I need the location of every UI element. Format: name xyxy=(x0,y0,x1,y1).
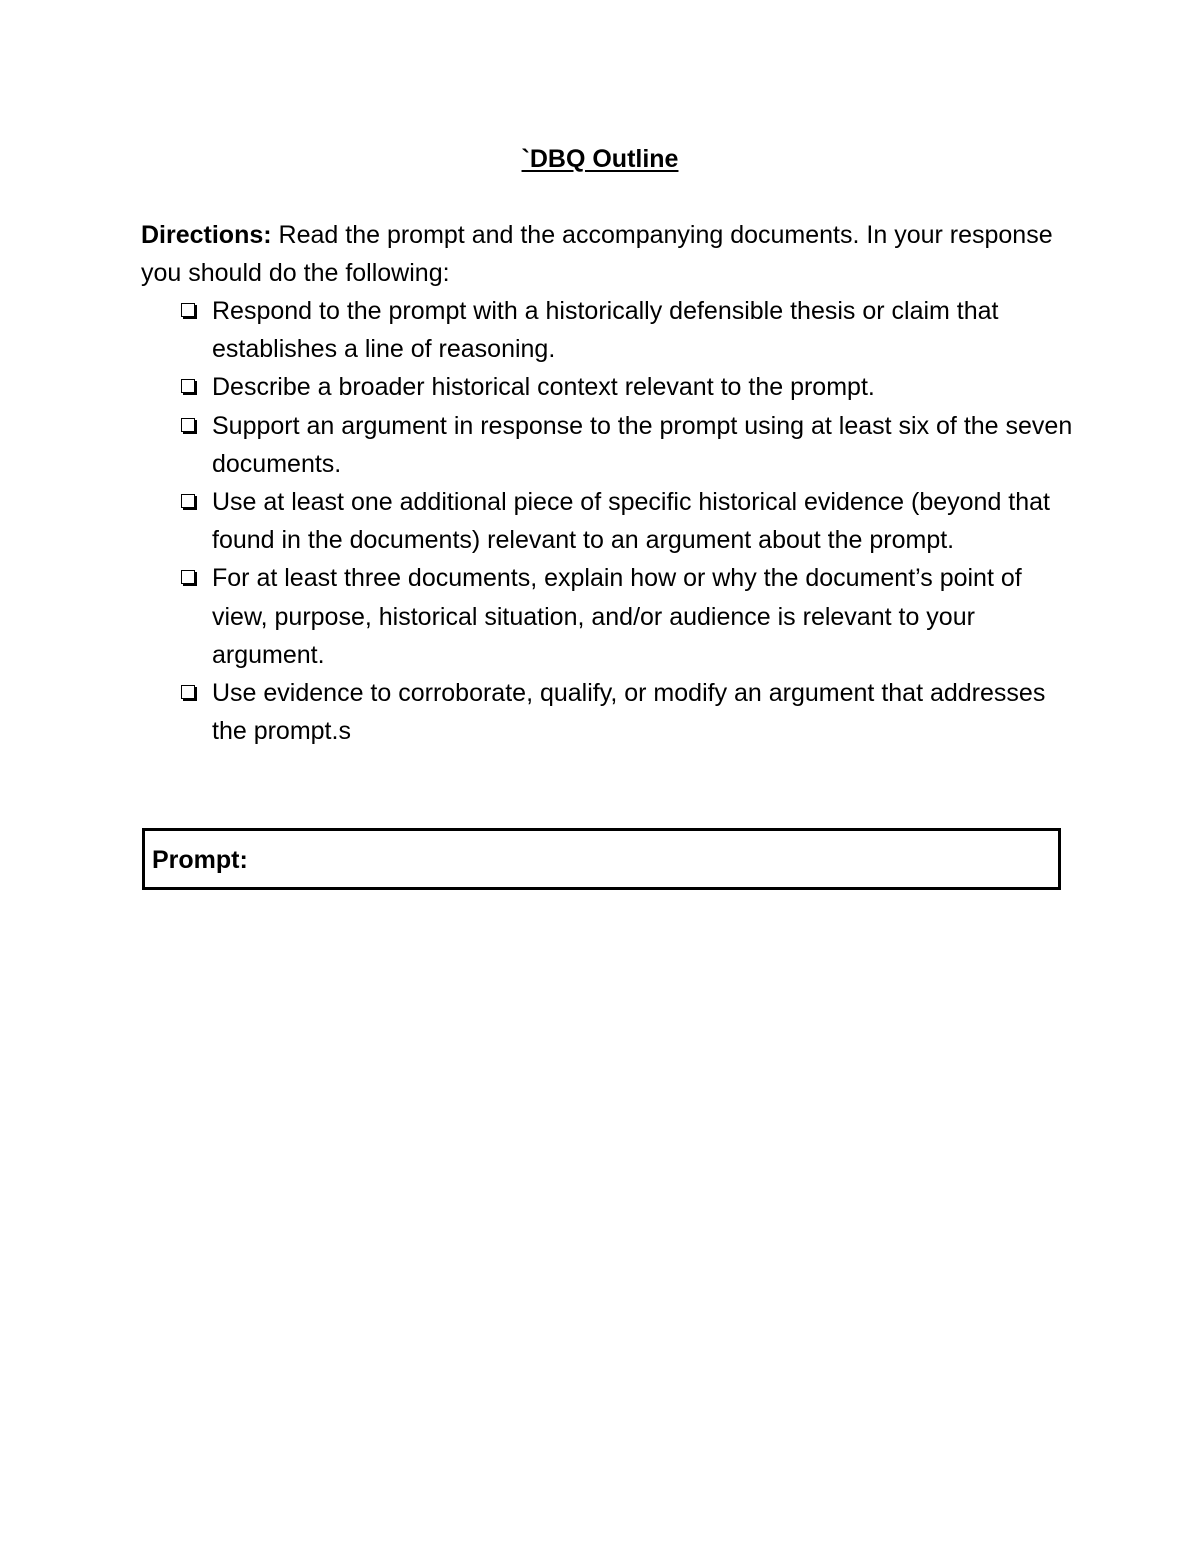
prompt-label: Prompt: xyxy=(152,846,248,874)
checklist-item xyxy=(181,674,1081,750)
prompt-box[interactable] xyxy=(142,828,1061,890)
directions-label: Directions: xyxy=(141,221,272,249)
checklist-item-text: Support an argument in response to the prompt using at least six of the seven documents. xyxy=(212,411,1073,478)
checkbox-icon[interactable] xyxy=(181,379,195,393)
checklist-item-text: Use evidence to corroborate, qualify, or modify an argument that addresses the prompt.s xyxy=(212,679,1046,746)
page-title: `DBQ Outline xyxy=(521,145,679,173)
checklist-item xyxy=(181,407,1081,483)
checkbox-icon[interactable] xyxy=(181,685,195,699)
checklist-item xyxy=(181,292,1081,368)
checklist-item xyxy=(181,368,1081,406)
checkbox-icon[interactable] xyxy=(181,418,195,432)
checkbox-icon[interactable] xyxy=(181,303,195,317)
checklist-item-text: Use at least one additional piece of specific historical evidence (beyond that found in the documents) relevant to an argument about the prompt. xyxy=(212,488,1051,555)
directions-paragraph xyxy=(141,216,1071,292)
checklist-item-text: Respond to the prompt with a historically defensible thesis or claim that establishes a line of reasoning. xyxy=(212,297,999,364)
checklist-item xyxy=(181,483,1081,559)
checkbox-icon[interactable] xyxy=(181,494,195,508)
requirements-checklist xyxy=(181,292,1081,750)
directions-text: Read the prompt and the accompanying documents. In your response you should do the following: xyxy=(141,221,1053,287)
checklist-item-text: Describe a broader historical context relevant to the prompt. xyxy=(212,373,875,402)
checklist-item xyxy=(181,559,1081,674)
checklist-item-text: For at least three documents, explain how or why the document’s point of view, purpose, historical situation, and/or audience is relevant to your argument. xyxy=(212,564,1022,669)
checkbox-icon[interactable] xyxy=(181,570,195,584)
